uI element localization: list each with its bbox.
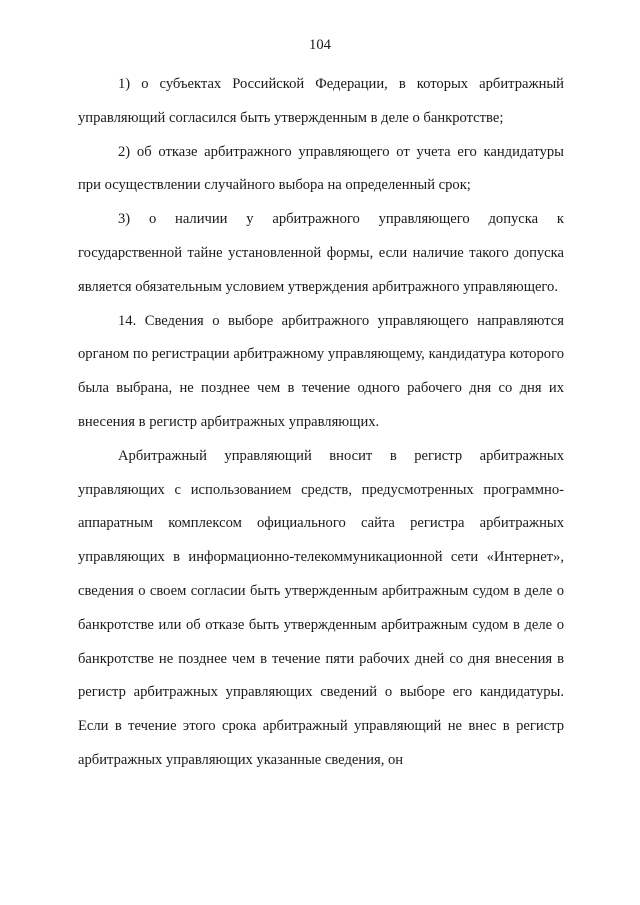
paragraph-arbitration-manager: Арбитражный управляющий вносит в регистр арбитражных управляющих с использованием средств, предусмотренных программно-аппаратным комплексом официального сайта регистра арбитражных управляющих в информационно-телекоммуникационной сети «Интернет», сведения о своем согласии быть утвержденным арбитражным судом в деле о банкротстве или об отказе быть утвержденным арбитражным судом в деле о банкротстве не позднее чем в течение пяти рабочих дней со дня внесения в регистр арбитражных управляющих сведений о выборе его кандидатуры. Если в течение этого срока арбитражный управляющий не внес в регистр арбитражных управляющих указанные сведения, он [78,447,564,768]
paragraph-item-1: 1) о субъектах Российской Федерации, в которых арбитражный управляющий согласился быть утвержденным в деле о банкротстве; [78,76,564,126]
page-number: 104 [309,37,331,53]
paragraph-item-3: 3) о наличии у арбитражного управляющего допуска к государственной тайне установленной формы, если наличие такого допуска является обязательным условием утверждения арбитражного управляющего. [78,211,564,295]
document-body [78,68,564,778]
paragraph-item-2: 2) об отказе арбитражного управляющего от учета его кандидатуры при осуществлении случайного выбора на определенный срок; [78,143,564,194]
paragraph-14: 14. Сведения о выборе арбитражного управляющего направляются органом по регистрации арбитражному управляющему, кандидатура которого была выбрана, не позднее чем в течение одного рабочего дня со дня их внесения в регистр арбитражных управляющих. [78,312,564,430]
